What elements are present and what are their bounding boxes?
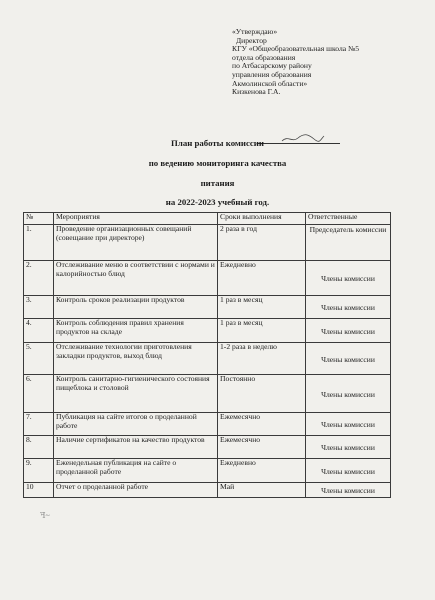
row-event: Публикация на сайте итогов о проделанной работе [54,413,218,436]
approval-line-2: отдела образования [232,52,296,62]
table-row [24,483,391,498]
row-num: 5. [24,343,54,375]
table-row [24,296,391,319]
table-row [24,375,391,413]
approval-block [232,28,422,97]
row-resp: Председатель комиссии [306,225,391,261]
row-event: Отчет о проделанной работе [54,483,218,498]
row-term: Ежедневно [218,261,306,296]
row-term: Ежемесячно [218,413,306,436]
row-num: 4. [24,319,54,343]
row-num: 3. [24,296,54,319]
approval-line-5: Акмолинской области» [232,78,308,88]
table-header-row [24,213,391,225]
row-event: Контроль санитарно-гигиенического состояния пищеблока и столовой [54,375,218,413]
document-title: План работы комиссии [171,138,264,148]
table-row [24,413,391,436]
approval-position: Директор [236,35,267,45]
header-num: № [24,213,54,225]
footer-mark: ꟻ~ [40,511,50,520]
row-num: 9. [24,459,54,483]
row-resp: Члены комиссии [306,296,391,319]
approval-line-3: по Атбасарскому району [232,61,312,71]
row-event: Наличие сертификатов на качество продуктов [54,436,218,459]
row-event: Отслеживание меню в соответствии с нормами и калорийностью блюд [54,261,218,296]
document-subtitle: по ведению мониторинга качества [148,158,287,168]
document-subtitle-2: питания [200,178,235,188]
row-num: 7. [24,413,54,436]
row-term: 2 раза в год [218,225,306,261]
row-term: 1 раз в месяц [218,319,306,343]
table-row [24,225,391,261]
row-resp: Члены комиссии [306,375,391,413]
row-event: Проведение организационных совещаний (совещание при директоре) [54,225,218,261]
header-term: Сроки выполнения [218,213,306,225]
row-event: Контроль соблюдения правил хранения продуктов на складе [54,319,218,343]
row-resp: Члены комиссии [306,436,391,459]
approval-line-4: управления образования [232,69,312,79]
table-row [24,261,391,296]
row-term: Май [218,483,306,498]
approval-line-1: КГУ «Общеобразовательная школа №5 [232,44,360,54]
table-row [24,343,391,375]
row-term: 1 раз в месяц [218,296,306,319]
document-period: на 2022-2023 учебный год. [165,197,270,207]
table-row [24,459,391,483]
plan-table [23,212,391,498]
row-num: 1. [24,225,54,261]
row-num: 10 [24,483,54,498]
row-resp: Члены комиссии [306,343,391,375]
row-resp: Члены комиссии [306,483,391,498]
row-event: Еженедельная публикация на сайте о проделанной работе [54,459,218,483]
table-row [24,319,391,343]
header-resp: Ответственные [306,213,391,225]
row-term: Ежемесячно [218,436,306,459]
table-row [24,436,391,459]
row-resp: Члены комиссии [306,319,391,343]
header-event: Мероприятия [54,213,218,225]
row-resp: Члены комиссии [306,413,391,436]
row-resp: Члены комиссии [306,261,391,296]
row-event: Контроль сроков реализации продуктов [54,296,218,319]
row-num: 6. [24,375,54,413]
row-term: Ежедневно [218,459,306,483]
approval-heading: «Утверждаю» [232,27,278,36]
row-num: 2. [24,261,54,296]
row-term: Постоянно [218,375,306,413]
row-term: 1-2 раза в неделю [218,343,306,375]
approval-signatory: Кизкенова Г.А. [232,87,281,97]
row-num: 8. [24,436,54,459]
row-event: Отслеживание технологии приготовления закладки продуктов, выход блюд [54,343,218,375]
row-resp: Члены комиссии [306,459,391,483]
